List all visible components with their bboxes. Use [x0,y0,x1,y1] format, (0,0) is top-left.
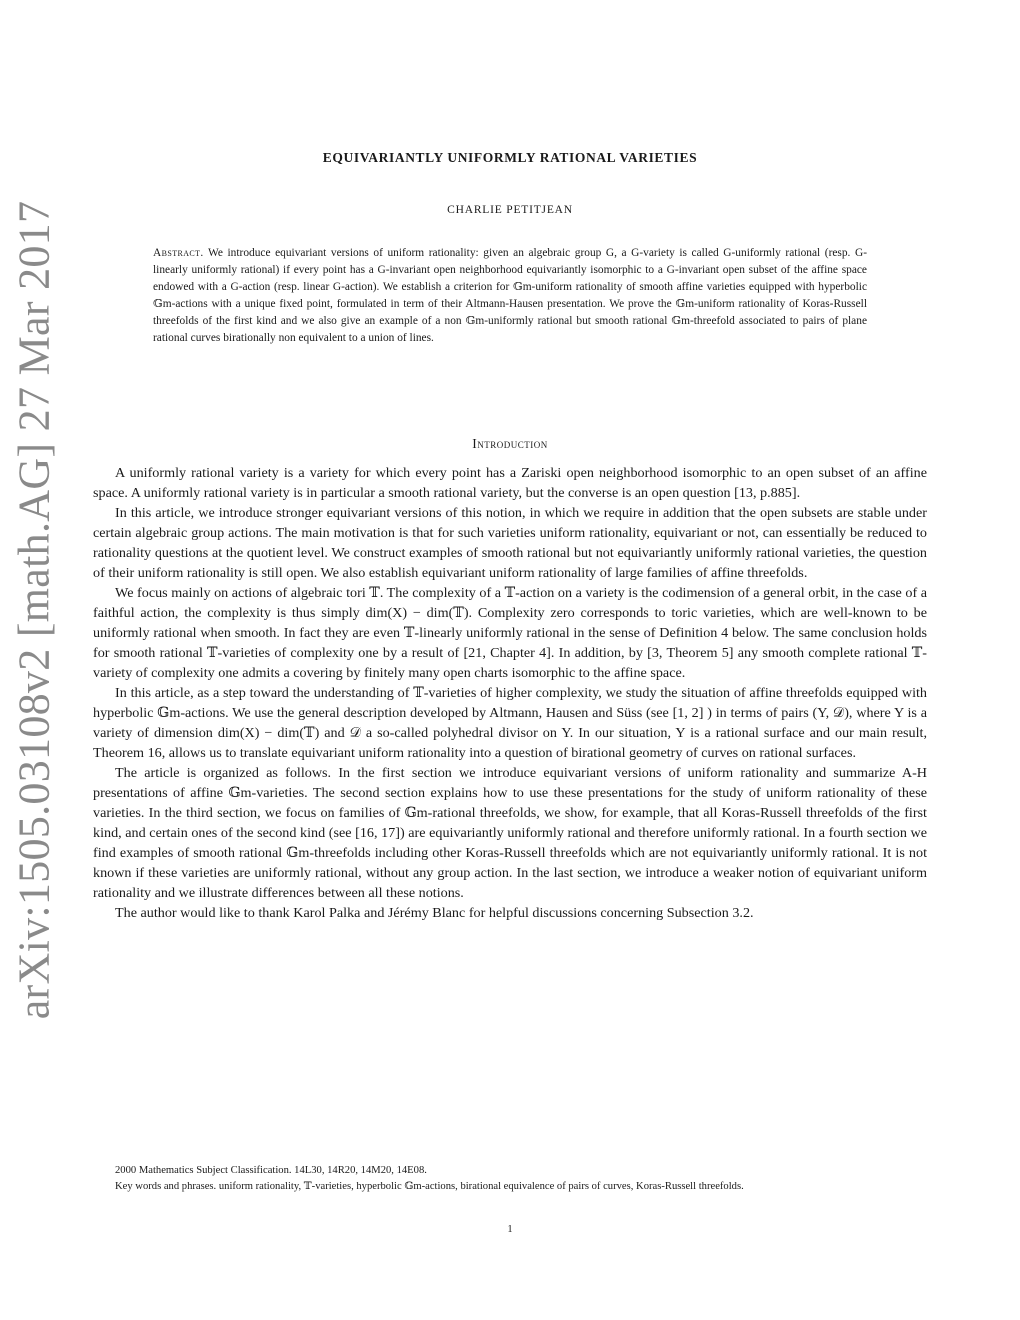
paragraph: In this article, we introduce stronger equivariant versions of this notion, in which we require in addition that the open subsets are stable under certain algebraic group actions. The main motivation is that for such varieties uniform rationality, equivariant or not, can essentially be reduced to rationality questions at the quotient level. We construct examples of smooth rational but not equivariantly uniformly rational varieties, the question of their uniform rationality is still open. We also establish equivariant uniform rationality of large families of affine threefolds. [93,505,927,581]
paragraph: We focus mainly on actions of algebraic tori 𝕋. The complexity of a 𝕋-action on a variety is the codimension of a general orbit, in the case of a faithful action, the complexity is thus simply dim(X) − dim(𝕋). Complexity zero corresponds to toric varieties, which are well-known to be uniformly rational when smooth. In fact they are even 𝕋-linearly uniformly rational in the sense of Definition 4 below. The same conclusion holds for smooth rational 𝕋-varieties of complexity one by a result of [21, Chapter 4]. In addition, by [3, Theorem 5] any smooth complete rational 𝕋-variety of complexity one admits a covering by finitely many open charts isomorphic to the affine space. [93,585,927,681]
footnote-msc: 2000 Mathematics Subject Classification. 14L30, 14R20, 14M20, 14E08. [115,1165,427,1176]
introduction-body [93,463,927,923]
abstract-text: We introduce equivariant versions of uniform rationality: given an algebraic group G, a G-variety is called G-uniformly rational (resp. G-linearly uniformly rational) if every point has a G-invariant open neighborhood equivariantly isomorphic to a G-invariant open subset of the affine space endowed with a G-action (resp. linear G-action). We establish a criterion for 𝔾m-uniform rationality of smooth affine varieties equipped with hyperbolic 𝔾m-actions with a unique fixed point, formulated in term of their Altmann-Hausen presentation. We prove the 𝔾m-uniform rationality of Koras-Russell threefolds of the first kind and we also give an example of a non 𝔾m-uniformly rational but smooth rational 𝔾m-threefold associated to pairs of plane rational curves birationally non equivalent to a union of lines. [153,247,867,344]
page-number: 1 [507,1224,513,1235]
paragraph: A uniformly rational variety is a variety for which every point has a Zariski open neighborhood isomorphic to an open subset of an affine space. A uniformly rational variety is in particular a smooth rational variety, but the converse is an open question [13, p.885]. [93,465,927,501]
arxiv-identifier [4,200,64,1020]
paper-author: CHARLIE PETITJEAN [447,204,573,216]
arxiv-identifier-text: arXiv:1505.03108v2 [math.AG] 27 Mar 2017 [9,200,59,1020]
footnotes [93,1163,927,1194]
paragraph: The article is organized as follows. In the first section we introduce equivariant versions of uniform rationality and summarize A-H presentations of affine 𝔾m-varieties. The second section explains how to use these presentations for the study of uniform rationality of these varieties. In the third section, we focus on families of 𝔾m-rational threefolds, we show, for example, that all Koras-Russell threefolds of the first kind, and certain ones of the second kind (see [16, 17]) are equivariantly uniformly rational and therefore uniformly rational. In a fourth section we find examples of smooth rational 𝔾m-threefolds including other Koras-Russell threefolds which are not equivariantly uniformly rational. It is not known if these varieties are uniformly rational, without any group action. In the last section, we introduce a weaker notion of equivariant uniform rationality and we illustrate differences between all these notions. [93,765,927,901]
paper-title: EQUIVARIANTLY UNIFORMLY RATIONAL VARIETIES [322,150,698,165]
footnote-keywords: Key words and phrases. uniform rationality, 𝕋-varieties, hyperbolic 𝔾m-actions, birational equivalence of pairs of curves, Koras-Russell threefolds. [115,1180,744,1192]
paragraph: The author would like to thank Karol Palka and Jérémy Blanc for helpful discussions concerning Subsection 3.2. [115,905,754,921]
paragraph: In this article, as a step toward the understanding of 𝕋-varieties of higher complexity, we study the situation of affine threefolds equipped with hyperbolic 𝔾m-actions. We use the general description developed by Altmann, Hausen and Süss (see [1, 2] ) in terms of pairs (Y, 𝒟), where Y is a variety of dimension dim(X) − dim(𝕋) and 𝒟 a so-called polyhedral divisor on Y. In our situation, Y is a rational surface and our main result, Theorem 16, allows us to translate equivariant uniform rationality into a question of birational geometry of curves on rational surfaces. [93,685,927,761]
abstract [153,245,867,347]
abstract-label: Abstract. [153,247,204,259]
section-heading-introduction: Introduction [472,436,548,451]
